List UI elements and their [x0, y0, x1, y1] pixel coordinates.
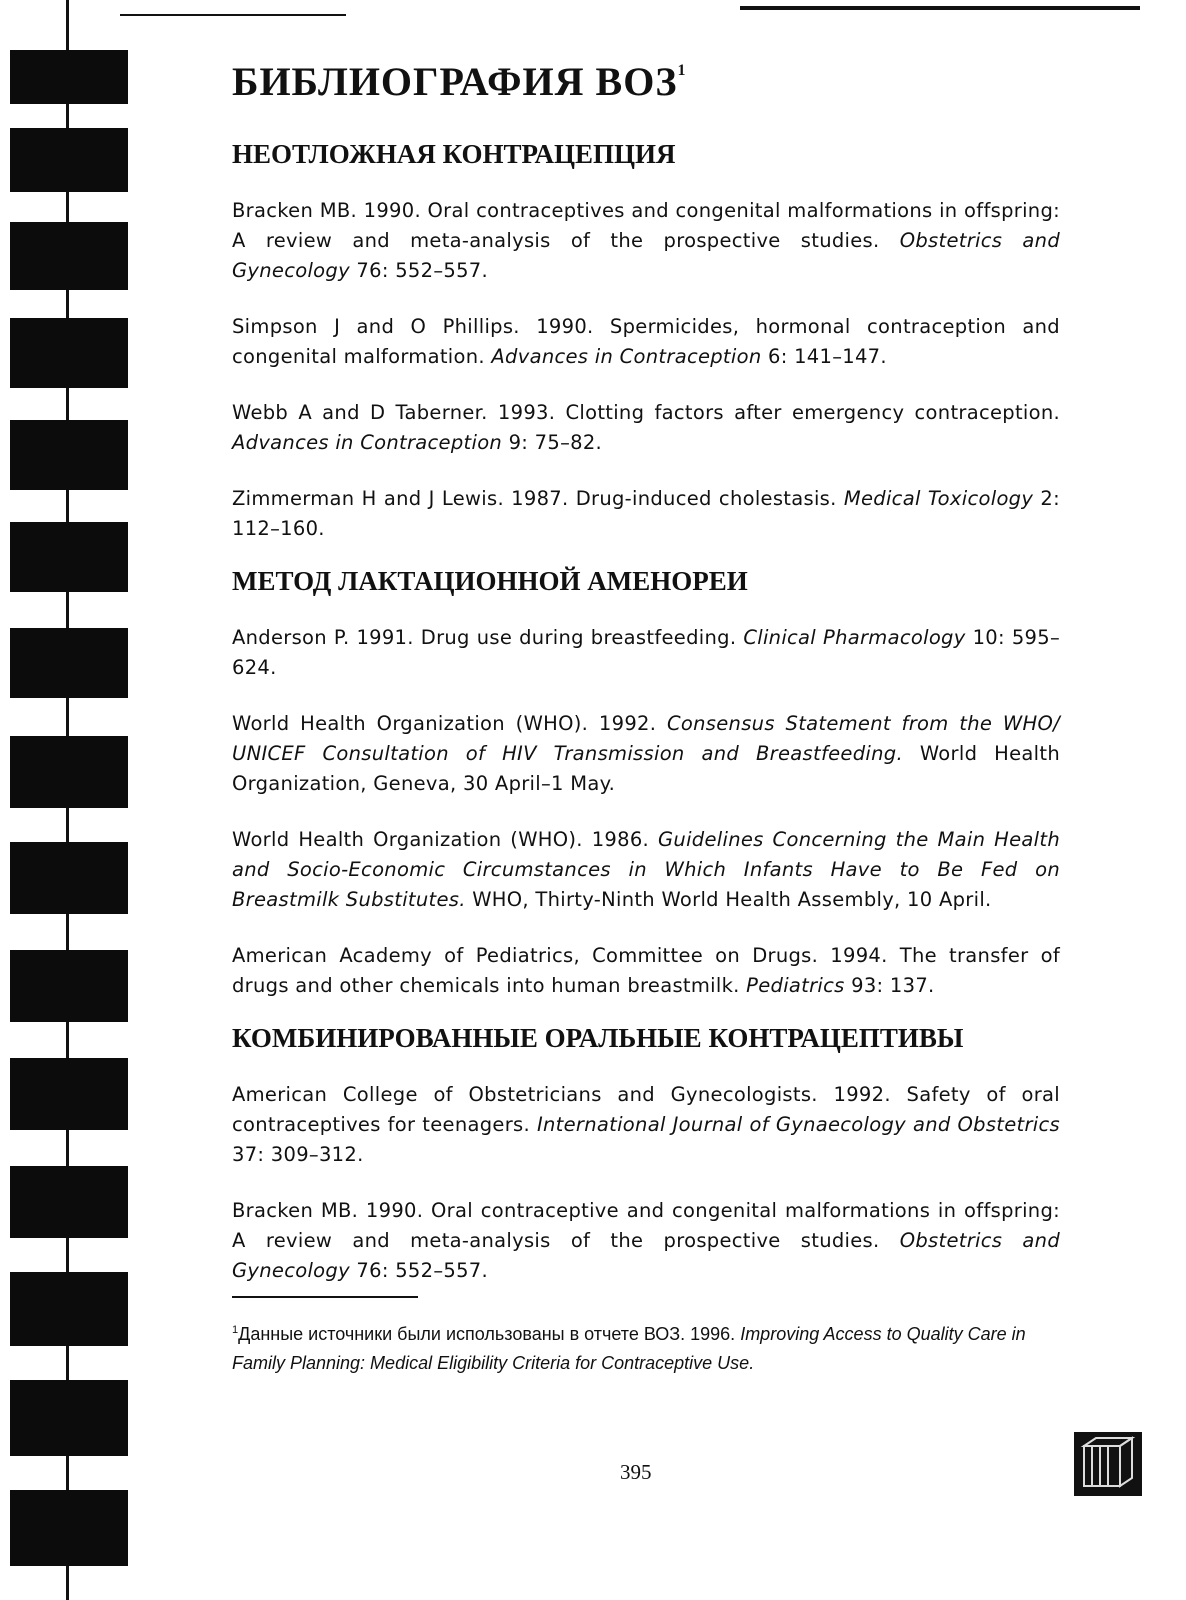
journal-title: Medical Toxicology — [843, 487, 1034, 510]
reference-text: World Health Organization (WHO). 1992. — [232, 712, 667, 735]
reference-text: Webb A and D Taberner. 1993. Clotting factors after emergency contraception. — [232, 401, 1060, 424]
binding-tab — [10, 1058, 128, 1130]
binding-tab — [10, 1272, 128, 1346]
binding-tab — [10, 420, 128, 490]
reference-pages: 9: 75–82. — [502, 431, 603, 454]
reference-item — [232, 196, 1060, 286]
journal-title: Obstetrics and Gynecology — [232, 1229, 1061, 1282]
page-number: 395 — [620, 1460, 652, 1484]
section-heading: МЕТОД ЛАКТАЦИОННОЙ АМЕНОРЕИ — [232, 566, 748, 596]
binding-tab — [10, 950, 128, 1022]
reference-item — [232, 623, 1060, 683]
top-edge-line — [120, 14, 346, 16]
reference-pages: 93: 137. — [844, 974, 935, 997]
reference-text: Anderson P. 1991. Drug use during breastfeeding. — [232, 626, 744, 649]
journal-title: Advances in Contraception — [232, 431, 503, 454]
footnote-mark: 1 — [232, 1324, 239, 1336]
journal-title: Clinical Pharmacology — [743, 626, 966, 649]
reference-item — [232, 1080, 1060, 1170]
reference-text: Bracken MB. 1990. Oral contraceptive and congenital malformations in offspring: A review and meta-analysis of the prospective studies. — [232, 1199, 1060, 1252]
reference-pages: WHO, Thirty-Ninth World Health Assembly, 10 April. — [465, 888, 992, 911]
footnote-marker: 1 — [677, 62, 687, 79]
binding-tab — [10, 522, 128, 592]
section-combined-oral-contraceptives — [232, 1023, 1060, 1286]
page-content — [232, 58, 1060, 1378]
reference-text: Bracken MB. 1990. Oral contraceptives and congenital malformations in offspring: A review and meta-analysis of the prospective studies. — [232, 199, 1060, 252]
reference-text: American College of Obstetricians and Gynecologists. 1992. Safety of oral contraceptives for teenagers. — [232, 1083, 1060, 1136]
reference-pages: 2: 112–160. — [232, 487, 1060, 540]
binding-tab — [10, 628, 128, 698]
book-stack-icon — [1074, 1432, 1142, 1496]
reference-item — [232, 398, 1060, 458]
binding-tab — [10, 842, 128, 914]
journal-title: Advances in Contraception — [491, 345, 762, 368]
reference-pages: 6: 141–147. — [761, 345, 887, 368]
reference-pages: World Health Organization, Geneva, 30 April–1 May. — [232, 742, 1060, 795]
binding-tab — [10, 50, 128, 104]
page-title — [232, 58, 1060, 105]
binding-tab — [10, 318, 128, 388]
reference-text: Zimmerman H and J Lewis. 1987. Drug-induced cholestasis. — [232, 487, 844, 510]
journal-title: Obstetrics and Gynecology — [232, 229, 1061, 282]
footnote-italic-title: Improving Access to Quality Care in Family Planning: Medical Eligibility Criteria for Contraceptive Use. — [232, 1324, 1026, 1373]
reference-text: Simpson J and O Phillips. 1990. Spermicides, hormonal contraception and congenital malformation. — [232, 315, 1060, 368]
reference-pages: 37: 309–312. — [232, 1143, 364, 1166]
reference-pages: 10: 595–624. — [232, 626, 1061, 679]
reference-text: World Health Organization (WHO). 1986. — [232, 828, 658, 851]
reference-item — [232, 484, 1060, 544]
spiral-binding — [0, 0, 130, 1600]
reference-item — [232, 941, 1060, 1001]
section-lactational-amenorrhea — [232, 566, 1060, 1001]
top-edge-line — [740, 6, 1140, 10]
reference-item — [232, 312, 1060, 372]
page-title-text: БИБЛИОГРАФИЯ ВОЗ — [232, 59, 678, 104]
book-stack-icon-graphic — [1074, 1432, 1142, 1496]
reference-text: American Academy of Pediatrics, Committee on Drugs. 1994. The transfer of drugs and other chemicals into human breastmilk. — [232, 944, 1060, 997]
reference-pages: 76: 552–557. — [349, 259, 489, 282]
reference-item — [232, 1196, 1060, 1286]
journal-title: Consensus Statement from the WHO/ UNICEF Consultation of HIV Transmission and Breastfeeding. — [232, 712, 1060, 765]
journal-title: International Journal of Gynaecology and Obstetrics — [536, 1113, 1060, 1136]
binding-tab — [10, 1380, 128, 1456]
binding-tab — [10, 736, 128, 808]
section-heading: НЕОТЛОЖНАЯ КОНТРАЦЕПЦИЯ — [232, 139, 676, 169]
binding-tab — [10, 128, 128, 192]
footnote-rule — [232, 1296, 418, 1298]
reference-item — [232, 825, 1060, 915]
journal-title: Pediatrics — [746, 974, 845, 997]
binding-tab — [10, 1490, 128, 1566]
reference-pages: 76: 552–557. — [349, 1259, 489, 1282]
section-heading: КОМБИНИРОВАННЫЕ ОРАЛЬНЫЕ КОНТРАЦЕПТИВЫ — [232, 1023, 964, 1053]
footnote-text: Данные источники были использованы в отчете ВОЗ. 1996. — [238, 1324, 741, 1344]
journal-title: Guidelines Concerning the Main Health and Socio-Economic Circumstances in Which Infants Have to Be Fed on Breastmilk Substitutes. — [232, 828, 1060, 911]
binding-tab — [10, 1166, 128, 1238]
section-emergency-contraception — [232, 139, 1060, 544]
reference-item — [232, 709, 1060, 799]
binding-tab — [10, 222, 128, 290]
footnote — [232, 1316, 1060, 1378]
